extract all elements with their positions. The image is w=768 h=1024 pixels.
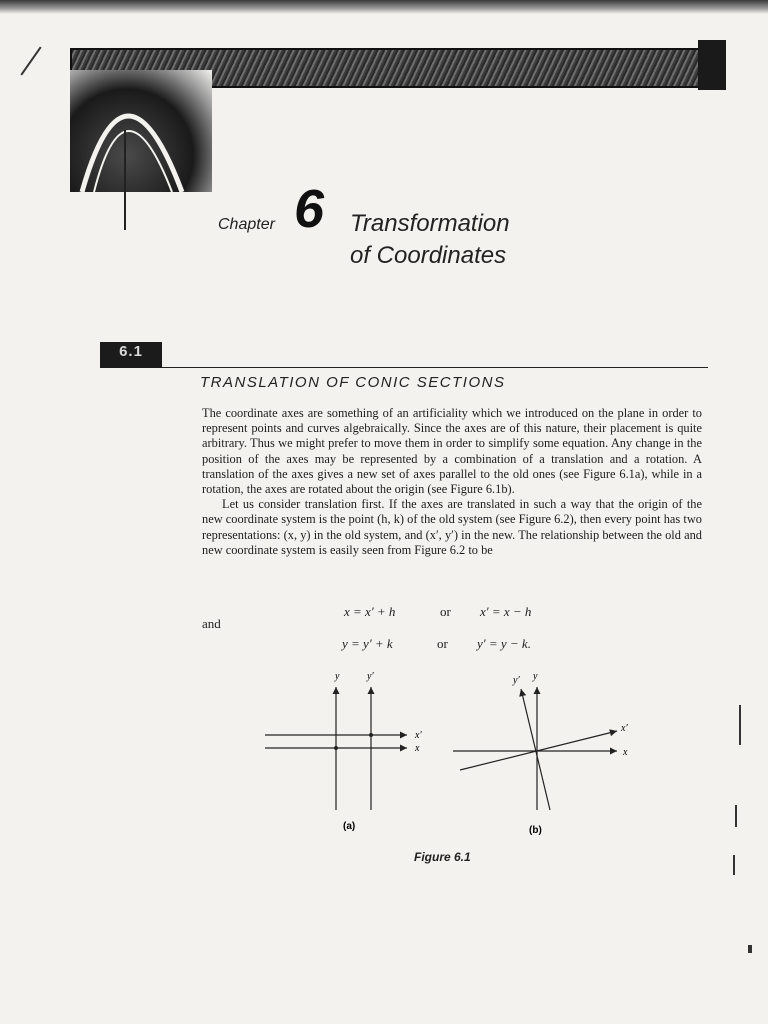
axis-x-prime-label: x′ [415, 730, 422, 741]
equation-or: or [437, 636, 448, 651]
chapter-title-line1: Transformation [350, 210, 510, 237]
arch-axis-line [124, 130, 126, 230]
chapter-title-line2: of Coordinates [350, 242, 507, 269]
old-origin-point [334, 746, 338, 750]
axis-x-prime-label: x′ [621, 723, 628, 734]
section-number-badge: 6.1 [100, 342, 162, 368]
scan-mark [733, 855, 735, 875]
panel-b-label: (b) [529, 825, 542, 836]
axis-y-prime-label: y′ [367, 671, 374, 682]
body-text [202, 406, 702, 558]
scan-mark [20, 47, 41, 76]
page-top-edge [0, 0, 768, 14]
chapter-number: 6 [294, 179, 325, 239]
paragraph: The coordinate axes are something of an artificiality which we introduced on the plane in order to represent points and curves algebraically. Since the axes are of this nature, their placement is quite arbitrary. Thus we might prefer to move them in order to simplify some equation. Any change in the position of the axes may be represented by a combination of a translation and a rotation. A translation of the axes gives a new set of axes parallel to the old ones (see Figure 6.1a), while in a rotation, the axes are rotated about the origin (see Figure 6.1b). [202, 406, 702, 497]
equation-y: y = y′ + k [342, 636, 393, 651]
scan-mark [739, 705, 741, 745]
scan-mark [748, 945, 752, 953]
figure-panel-a [265, 671, 422, 832]
axis-y-prime-line [521, 689, 550, 810]
equation-x-prime: x′ = x − h [480, 604, 532, 619]
scan-mark [735, 805, 737, 827]
section-rule [162, 367, 708, 368]
figure-caption: Figure 6.1 [414, 850, 471, 864]
chapter-label: Chapter [218, 216, 275, 233]
section-heading: TRANSLATION OF CONIC SECTIONS [200, 374, 506, 391]
and-word: and [202, 616, 221, 631]
panel-a-label: (a) [343, 821, 356, 832]
axis-y-label: y [335, 671, 340, 682]
equation-y-prime: y′ = y − k. [477, 636, 531, 651]
axis-x-label: x [415, 743, 420, 754]
chapter-banner-end [698, 40, 726, 90]
paragraph: Let us consider translation first. If the axes are translated in such a way that the origin of the new coordinate system is the point (h, k) of the old system (see Figure 6.2), then every point has two representations: (x, y) in the old system, and (x′, y′) in the new. The relationship between the old and new coordinate system is easily seen from Figure 6.2 to be [202, 497, 702, 557]
axis-y-label: y [533, 671, 538, 682]
equation-x: x = x′ + h [344, 604, 396, 619]
figure-panel-b [453, 671, 628, 836]
chapter-title [350, 208, 510, 272]
equation-or: or [440, 604, 451, 619]
axis-x-label: x [623, 747, 628, 758]
new-origin-point [369, 733, 373, 737]
axis-y-prime-label: y′ [513, 675, 520, 686]
figure-6-1 [255, 665, 645, 845]
parabola-arch-icon [70, 70, 212, 192]
